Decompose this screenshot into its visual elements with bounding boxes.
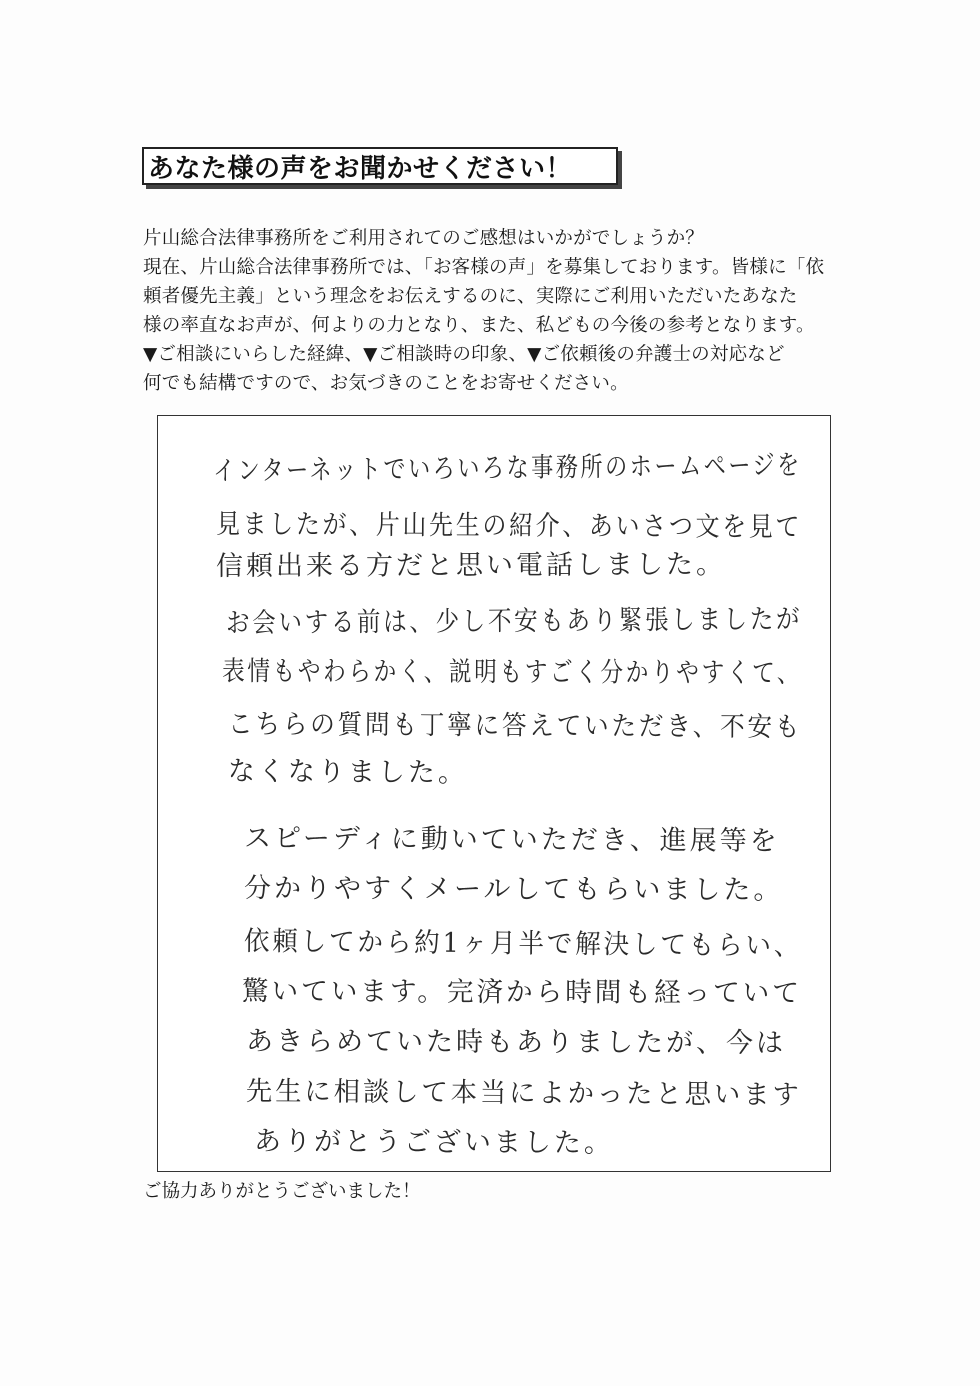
page-title: あなた様の声をお聞かせください！ (148, 153, 573, 184)
handwritten-response-box (157, 415, 831, 1172)
handwritten-line: こちらの質問も丁寧に答えていただき、不安も (227, 709, 803, 744)
intro-line: ▼ご相談にいらした経緯、▼ご相談時の印象、▼ご依頼後の弁護士の対応など (143, 344, 785, 365)
handwritten-line: ありがとうございました。 (253, 1126, 615, 1159)
closing-message: ご協力ありがとうございました！ (143, 1181, 421, 1202)
handwritten-line: 信頼出来る方だと思い電話しました。 (215, 549, 727, 582)
handwritten-line: なくなりました。 (227, 756, 469, 789)
handwritten-line: 表情もやわらかく、説明もすごく分かりやすくて、 (221, 656, 803, 690)
handwritten-line: 驚いています。完済から時間も経っていて (241, 976, 802, 1009)
handwritten-line: あきらめていた時もありましたが、今は (245, 1026, 787, 1059)
intro-line: 何でも結構ですので、お気づきのことをお寄せください。 (143, 373, 629, 394)
handwritten-line: 分かりやすくメールしてもらいました。 (243, 873, 784, 906)
handwritten-line: スピーディに動いていただき、進展等を (243, 823, 780, 857)
intro-line: 現在、片山総合法律事務所では、「お客様の声」を募集しております。皆様に「依 (143, 257, 825, 278)
intro-text (143, 224, 848, 398)
handwritten-line: 見ましたが、片山先生の紹介、あいさつ文を見て (215, 509, 803, 544)
handwritten-line: 依頼してから約1ヶ月半で解決してもらい、 (243, 926, 803, 962)
handwritten-line: 先生に相談して本当によかったと思います (245, 1076, 802, 1111)
page-title-box (142, 147, 618, 185)
handwritten-line: お会いする前は、少し不安もあり緊張しましたが (225, 603, 803, 639)
intro-line: 片山総合法律事務所をご利用されてのご感想はいかがでしょうか？ (143, 228, 705, 249)
handwritten-line: インターネットでいろいろな事務所のホームページを (212, 449, 802, 487)
intro-line: 様の率直なお声が、何よりの力となり、また、私どもの今後の参考となります。 (143, 315, 815, 336)
intro-line: 頼者優先主義」という理念をお伝えするのに、実際にご利用いただいたあなた (143, 286, 798, 307)
